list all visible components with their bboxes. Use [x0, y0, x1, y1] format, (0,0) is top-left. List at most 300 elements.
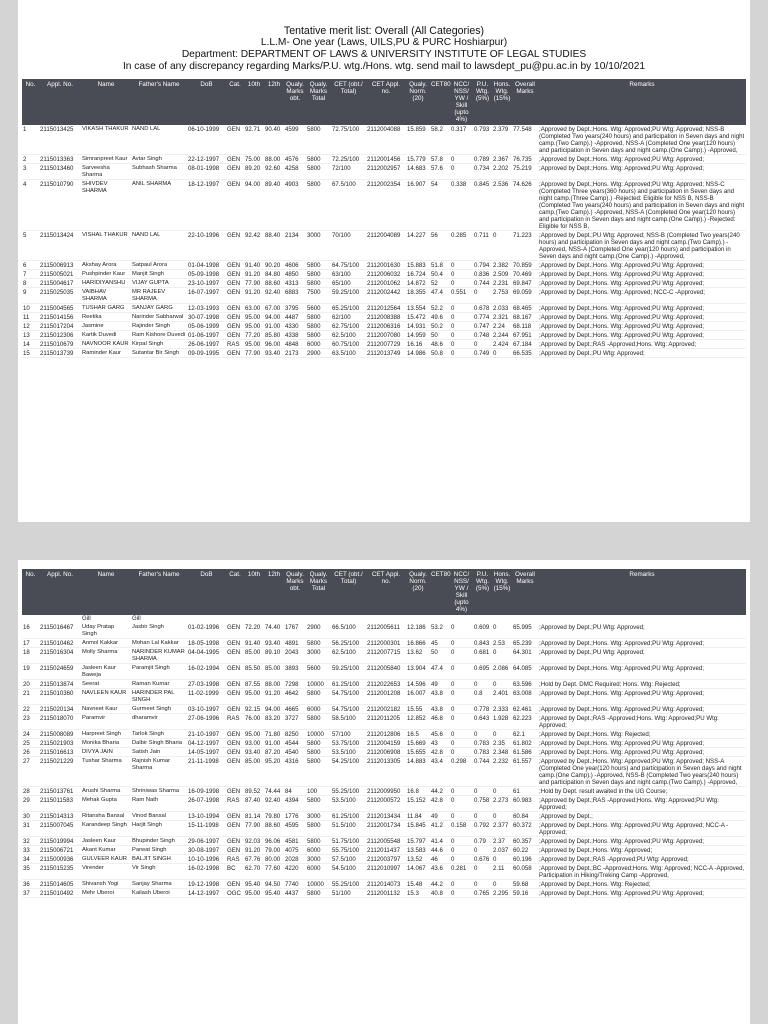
table-cell: 0	[473, 812, 492, 821]
table-cell: ;Approved by Dept.;PU Wtg: Approved;	[538, 349, 746, 358]
table-cell: 0.317	[450, 125, 473, 155]
table-cell: Jasbir Singh	[131, 623, 187, 639]
table-cell: 33	[22, 846, 39, 855]
table-cell: 7500	[306, 288, 331, 304]
table-cell: 2112007080	[366, 331, 406, 340]
table-cell: 2.536	[492, 180, 512, 231]
table-cell: Mohan Lal Kakkar	[131, 639, 187, 648]
table-cell: 2112005611	[366, 623, 406, 639]
table-cell: 30-07-1998	[187, 313, 226, 322]
table-cell: 65.239	[512, 639, 538, 648]
table-cell: Jasmine	[81, 322, 131, 331]
table-cell: 21-10-1997	[187, 730, 226, 739]
table-cell: 11.84	[406, 812, 430, 821]
table-cell: 41.4	[430, 837, 450, 846]
table-cell: 0.758	[473, 796, 492, 812]
column-header: 12th	[264, 79, 284, 125]
table-cell: 2112008388	[366, 313, 406, 322]
table-cell: 4544	[284, 739, 306, 748]
table-cell: 4316	[284, 757, 306, 787]
table-cell: 95.00	[244, 340, 264, 349]
table-cell: 04-12-1997	[187, 739, 226, 748]
table-cell: 2112022653	[366, 680, 406, 689]
table-cell: 0.749	[473, 349, 492, 358]
table-cell: ;Approved by Dept.;Hons. Wtg: Approved;PU Wtg: Approved;	[538, 270, 746, 279]
table-cell: 79.00	[264, 846, 284, 855]
table-cell: 64.75/100	[331, 261, 366, 270]
table-cell: NARINDER KUMAR SHARMA	[131, 648, 187, 664]
table-cell: 05-06-1999	[187, 322, 226, 331]
table-cell: 63.008	[512, 689, 538, 705]
table-cell: GEN	[226, 787, 244, 796]
table-cell: 5800	[306, 889, 331, 898]
table-cell: 0.158	[450, 821, 473, 837]
table-cell: 2.401	[492, 689, 512, 705]
table-cell: 0	[450, 855, 473, 864]
table-cell: 3	[22, 164, 39, 180]
table-cell: 0	[473, 864, 492, 880]
table-cell: 2115014605	[39, 880, 81, 889]
table-cell: 60.84	[512, 812, 538, 821]
table-cell: 2115013424	[39, 231, 81, 261]
table-row	[22, 837, 746, 846]
table-cell: 2112001062	[366, 279, 406, 288]
table-cell: ;Approved by Dept.;Hons. Wtg: Approved;PU Wtg: Approved;	[538, 155, 746, 164]
table-cell: ;Approved by Dept.;Hons. Wtg: Approved;PU Wtg: Approved;	[538, 739, 746, 748]
table-cell: 7	[22, 270, 39, 279]
table-cell: 16-02-1994	[187, 664, 226, 680]
table-cell: 0	[450, 313, 473, 322]
table-cell: 66.5/100	[331, 623, 366, 639]
table-cell: 19-12-1998	[187, 880, 226, 889]
table-cell: Vir Singh	[131, 864, 187, 880]
table-cell: 92.40	[264, 796, 284, 812]
table-cell: 2.033	[492, 304, 512, 313]
table-cell: 2	[22, 155, 39, 164]
table-cell: 08-01-1998	[187, 164, 226, 180]
table-cell: 16.866	[406, 639, 430, 648]
column-header: P.U. Wtg. (5%)	[473, 569, 492, 615]
table-cell: 91.40	[244, 639, 264, 648]
table-cell: 8	[22, 279, 39, 288]
table-cell: RAS	[226, 714, 244, 730]
table-cell: 47.4	[430, 664, 450, 680]
table-cell: 0	[473, 340, 492, 349]
table-cell: 59.25/100	[331, 288, 366, 304]
table-cell: 0.789	[473, 155, 492, 164]
table-cell: 3727	[284, 714, 306, 730]
table-cell: ;Approved by Dept.;Hons. Wtg: Approved;	[538, 846, 746, 855]
table-cell: 89.40	[264, 180, 284, 231]
table-cell: 72.20	[244, 623, 264, 639]
table-cell: 2115006913	[39, 261, 81, 270]
table-cell: 85.00	[244, 648, 264, 664]
table-cell: 2115010462	[39, 639, 81, 648]
table-row	[22, 331, 746, 340]
table-row	[22, 796, 746, 812]
table-cell: 2115013460	[39, 164, 81, 180]
column-header: Overall Marks	[512, 79, 538, 125]
table-cell: 51.75/100	[331, 837, 366, 846]
table-cell: Shivansh Yogi	[81, 880, 131, 889]
table-cell: 1776	[284, 812, 306, 821]
table-row	[22, 714, 746, 730]
table-cell: 80.00	[264, 855, 284, 864]
table-cell: ;Approved by Dept.;Hons. Wtg: Approved;PU Wtg: Approved;	[538, 261, 746, 270]
table-cell: 69.847	[512, 279, 538, 288]
table-cell: Sarveesha Sharma	[81, 164, 131, 180]
table-cell: 2115016304	[39, 648, 81, 664]
table-cell: 8250	[284, 730, 306, 739]
table-cell: 0	[492, 231, 512, 261]
table-cell: 0	[492, 730, 512, 739]
table-cell: 2115014313	[39, 812, 81, 821]
table-cell: 54.5/100	[331, 864, 366, 880]
table-cell: 15.859	[406, 125, 430, 155]
table-cell: 63.5/100	[331, 349, 366, 358]
table-cell: 5600	[306, 304, 331, 313]
table-cell: 0	[492, 680, 512, 689]
table-cell: 5800	[306, 639, 331, 648]
table-cell: 62.5/100	[331, 331, 366, 340]
table-cell: 0.778	[473, 705, 492, 714]
table-cell: GEN	[226, 648, 244, 664]
table-cell: 75.219	[512, 164, 538, 180]
table-cell: 2115013739	[39, 349, 81, 358]
document-title: Tentative merit list: Overall (All Categories)	[283, 25, 485, 37]
table-cell: 18	[22, 648, 39, 664]
table-cell: 0.836	[473, 270, 492, 279]
table-cell: Kartik Duvedi	[81, 331, 131, 340]
table-cell: GEN	[226, 730, 244, 739]
table-cell: OGC	[226, 889, 244, 898]
table-cell: 5800	[306, 837, 331, 846]
table-cell: 2112011205	[366, 714, 406, 730]
table-cell: 4220	[284, 864, 306, 880]
table-cell: 4330	[284, 322, 306, 331]
table-row	[22, 864, 746, 880]
table-cell: 15.845	[406, 821, 430, 837]
table-cell: 0	[450, 279, 473, 288]
table-cell: 2115013761	[39, 787, 81, 796]
table-cell: 12.852	[406, 714, 430, 730]
discrepancy-notice: In case of any discrepancy regarding Marks/P.U. wtg./Hons. wtg. send mail to lawsdept_pu@pu.ac.in by 10/10/2021	[122, 61, 646, 72]
table-cell: 0	[492, 812, 512, 821]
table-cell: 5800	[306, 125, 331, 155]
table-cell: ;Approved by Dept.;Hons. Wtg: Approved;PU Wtg: Approved;	[538, 322, 746, 331]
table-cell: ;Approved by Dept.;Hons. Wtg: Approved;PU Wtg: Approved; NSS-B (Completed Two years(240 hours) and participation in Seven days and night camp.(Two Camp).) -Approved, NSS-A (Completed One year(120 hours) and participation in Seven days and night camp.(One Camp).) -Approved,	[539, 126, 745, 154]
table-cell: 3000	[306, 648, 331, 664]
table-cell: 23	[22, 714, 39, 730]
table-cell: 90.40	[264, 125, 284, 155]
table-cell: SHIVDEV SHARMA	[81, 180, 131, 231]
table-cell: 4642	[284, 689, 306, 705]
table-cell: 16.16	[406, 340, 430, 349]
table-cell: 2112007715	[366, 648, 406, 664]
table-cell: 2112000301	[366, 639, 406, 648]
table-cell: 2115016613	[39, 748, 81, 757]
table-cell: 55.75/100	[331, 846, 366, 855]
table-cell: 12	[22, 322, 39, 331]
table-cell: 2112014073	[366, 880, 406, 889]
table-cell: ;Approved by Dept.;Hons. Wtg: Approved;PU Wtg: Approved;	[538, 837, 746, 846]
table-cell: 2115010492	[39, 889, 81, 898]
table-cell: 55.25/100	[331, 880, 366, 889]
table-cell: 61.586	[512, 748, 538, 757]
table-cell: 2.295	[492, 889, 512, 898]
table-cell: 2112002957	[366, 164, 406, 180]
table-cell: 2.321	[492, 313, 512, 322]
table-row	[22, 261, 746, 270]
table-cell: 0	[473, 730, 492, 739]
table-row	[22, 812, 746, 821]
table-row	[22, 705, 746, 714]
table-cell: ;Approved by Dept.;Hons. Wtg: Approved;PU Wtg: Approved; NSS-C (Completed Three years(360 hours) and participation in Seven days and night camp.(Three Camp).) -Rejected: Eligible for NSS B, NSS-B (Completed Two years(240 hours) and participation in Seven days and night camp.(Two Camp).) -Approved, NSS-A (Completed One year(120 hours) and participation in Seven days and night camp.(One Camp).) -Rejected: Eligible for NSS B,	[539, 181, 745, 230]
table-cell: 0.643	[473, 714, 492, 730]
table-cell: 2115024659	[39, 664, 81, 680]
table-cell: 18-12-1997	[187, 180, 226, 231]
table-cell: GEN	[226, 155, 244, 164]
table-cell: 4606	[284, 261, 306, 270]
table-cell: 13.62	[406, 648, 430, 664]
table-cell: 60.058	[512, 864, 538, 880]
table-cell: 94.00	[264, 705, 284, 714]
table-cell: 92.42	[244, 231, 264, 261]
table-cell: 53.2	[430, 623, 450, 639]
table-cell: 0	[450, 796, 473, 812]
table-row	[22, 270, 746, 279]
table-cell: 6000	[306, 705, 331, 714]
table-cell: 2112001456	[366, 155, 406, 164]
table-cell: 18.355	[406, 288, 430, 304]
table-cell: 62.70	[244, 864, 264, 880]
table-cell: 41.2	[430, 821, 450, 837]
table-cell: 2.424	[492, 340, 512, 349]
table-cell: 2112006316	[366, 322, 406, 331]
table-cell: 0	[492, 880, 512, 889]
table-cell: 68.118	[512, 322, 538, 331]
table-cell: 76.00	[244, 714, 264, 730]
table-cell: 2112007729	[366, 340, 406, 349]
table-cell: 22-10-1996	[187, 231, 226, 261]
table-cell: HARIDIYANSHU	[81, 279, 131, 288]
table-cell: 1.928	[492, 714, 512, 730]
table-cell: 53.5/100	[331, 796, 366, 812]
table-cell: 2.037	[492, 846, 512, 855]
table-cell: ;Approved by Dept.;Hons. Wtg: Rejected;	[538, 730, 746, 739]
table-cell: 11-02-1999	[187, 689, 226, 705]
table-cell: 55.25/100	[331, 787, 366, 796]
column-header: CET80	[430, 569, 450, 615]
table-cell: 72/100	[331, 164, 366, 180]
table-cell: 87.20	[264, 748, 284, 757]
table-cell: 0	[450, 349, 473, 358]
table-cell: 16.8	[406, 787, 430, 796]
table-cell: 14.931	[406, 322, 430, 331]
table-cell: Kailash Uberoi	[131, 889, 187, 898]
table-cell: 5800	[306, 313, 331, 322]
column-header: No.	[22, 569, 39, 615]
table-cell: Navneet Kaur	[81, 705, 131, 714]
table-cell: 0.609	[473, 623, 492, 639]
table-cell: 74.626	[512, 180, 538, 231]
table-cell: 60.196	[512, 855, 538, 864]
table-cell: 2134	[284, 231, 306, 261]
table-cell: 85.00	[264, 664, 284, 680]
table-cell: 92.03	[244, 837, 264, 846]
table-cell: 7740	[284, 880, 306, 889]
table-cell: 15.3	[406, 889, 430, 898]
table-cell: 51.8	[430, 261, 450, 270]
table-cell: 89.10	[264, 648, 284, 664]
table-cell: 0.783	[473, 748, 492, 757]
table-cell: 60.983	[512, 796, 538, 812]
table-cell: 89.52	[244, 787, 264, 796]
table-cell: ;Approved by Dept.;BC -Approved;Hons. Wtg: Approved; NCC-A -Approved, Participation in Hiking/Treking Camp -Approved,	[539, 865, 745, 879]
table-cell: 88.00	[264, 680, 284, 689]
table-cell: Gurmeet Singh	[131, 705, 187, 714]
table-row	[22, 639, 746, 648]
table-cell: 15.48	[406, 880, 430, 889]
table-cell: 94.00	[244, 180, 264, 231]
table-cell: 0.793	[473, 125, 492, 155]
table-cell: Simranpreet Kaur	[81, 155, 131, 164]
table-cell: 95.40	[264, 889, 284, 898]
table-cell: 6000	[306, 846, 331, 855]
table-cell: GEN	[226, 279, 244, 288]
table-cell: 2115008089	[39, 730, 81, 739]
table-cell: GEN	[226, 125, 244, 155]
table-row	[22, 322, 746, 331]
table-cell: 2115015235	[39, 864, 81, 880]
table-cell: 14.683	[406, 164, 430, 180]
table-cell: 42.8	[430, 796, 450, 812]
table-cell: 0	[450, 623, 473, 639]
table-cell: 68.167	[512, 313, 538, 322]
table-cell: 2.202	[492, 164, 512, 180]
table-cell: 65/100	[331, 279, 366, 288]
table-cell: 13.52	[406, 855, 430, 864]
table-cell: 96.06	[264, 837, 284, 846]
table-cell: Jasleen Kaur Baweja	[81, 664, 131, 680]
table-cell: 24	[22, 730, 39, 739]
table-cell: GEN	[226, 705, 244, 714]
table-row	[22, 855, 746, 864]
table-cell: 2.753	[492, 288, 512, 304]
table-cell: dharamvir	[131, 714, 187, 730]
table-cell: 0.676	[473, 855, 492, 864]
table-cell: 10000	[306, 880, 331, 889]
table-cell: 0	[473, 880, 492, 889]
table-cell: 2.53	[492, 639, 512, 648]
table-cell: ;Approved by Dept.;Hons. Wtg: Approved;PU Wtg: Approved;	[538, 639, 746, 648]
table-cell: 62.5/100	[331, 648, 366, 664]
table-cell: 14	[22, 340, 39, 349]
table-cell: RAS	[226, 855, 244, 864]
table-cell: 0	[450, 155, 473, 164]
table-cell: GEN	[226, 748, 244, 757]
table-cell: NAND LAL	[131, 231, 187, 261]
table-cell: GEN	[226, 231, 244, 261]
table-cell: 30-08-1997	[187, 846, 226, 855]
table-cell: 13.583	[406, 846, 430, 855]
table-cell: 0	[450, 639, 473, 648]
table-cell: 0	[492, 787, 512, 796]
table-cell: 4665	[284, 705, 306, 714]
table-cell: GEN	[226, 288, 244, 304]
table-cell: 6	[22, 261, 39, 270]
table-cell: 0	[473, 846, 492, 855]
table-cell: 2115004617	[39, 279, 81, 288]
table-cell: GEN	[226, 639, 244, 648]
table-cell: 2112003797	[366, 855, 406, 864]
table-cell: 2115025035	[39, 288, 81, 304]
table-cell: Satpaul Arora	[131, 261, 187, 270]
table-cell: 56.25/100	[331, 639, 366, 648]
table-cell: GEN	[226, 757, 244, 787]
table-cell: 5800	[306, 322, 331, 331]
table-cell: GEN	[226, 812, 244, 821]
table-cell: 0.792	[473, 821, 492, 837]
table-cell: 2115013874	[39, 680, 81, 689]
table-cell: 2.24	[492, 322, 512, 331]
table-cell: 0	[450, 164, 473, 180]
table-cell: 28	[22, 787, 39, 796]
table-body	[22, 615, 746, 898]
table-cell: 2112012564	[366, 304, 406, 313]
table-row	[22, 164, 746, 180]
table-cell: 0	[473, 680, 492, 689]
table-cell: 2115011583	[39, 796, 81, 812]
table-cell: 4576	[284, 155, 306, 164]
table-cell: 20	[22, 680, 39, 689]
table-cell: 04-04-1995	[187, 648, 226, 664]
table-cell: 32	[22, 837, 39, 846]
table-cell: ;Approved by Dept.;PU Wtg: Approved;	[538, 623, 746, 639]
table-cell: 9	[22, 288, 39, 304]
table-cell: 2112002182	[366, 705, 406, 714]
table-cell: 58.2	[430, 125, 450, 155]
table-cell: 4540	[284, 748, 306, 757]
table-cell: 27	[22, 757, 39, 787]
table-cell: 4595	[284, 821, 306, 837]
table-cell: 93.00	[244, 739, 264, 748]
table-cell: 94.00	[264, 313, 284, 322]
table-cell: 30	[22, 812, 39, 821]
table-cell: 67.5/100	[331, 180, 366, 231]
table-cell: 0.783	[473, 739, 492, 748]
table-cell: 5800	[306, 689, 331, 705]
column-header: Qualy. Norm. (20)	[406, 79, 430, 125]
table-cell: 2.377	[492, 821, 512, 837]
table-row	[22, 664, 746, 680]
table-cell: 0.765	[473, 889, 492, 898]
table-cell: 92.60	[264, 164, 284, 180]
table-cell: 0	[450, 714, 473, 730]
table-cell: 95.00	[244, 730, 264, 739]
table-cell: 77.20	[244, 331, 264, 340]
merit-list-page-2	[18, 560, 750, 1024]
table-row	[22, 180, 746, 231]
table-cell: 2112004159	[366, 739, 406, 748]
table-cell: 50	[430, 331, 450, 340]
table-cell: ;Approved by Dept.;RAS -Approved;Hons. Wtg: Approved;	[538, 340, 746, 349]
table-cell: GEN	[226, 349, 244, 358]
table-cell: ;Approved by Dept.;Hons. Wtg: Approved;PU Wtg: Approved;	[538, 705, 746, 714]
table-cell: DIVYA JAIN	[81, 748, 131, 757]
table-cell: SANJAY GARG	[131, 304, 187, 313]
table-cell: 2115010360	[39, 689, 81, 705]
